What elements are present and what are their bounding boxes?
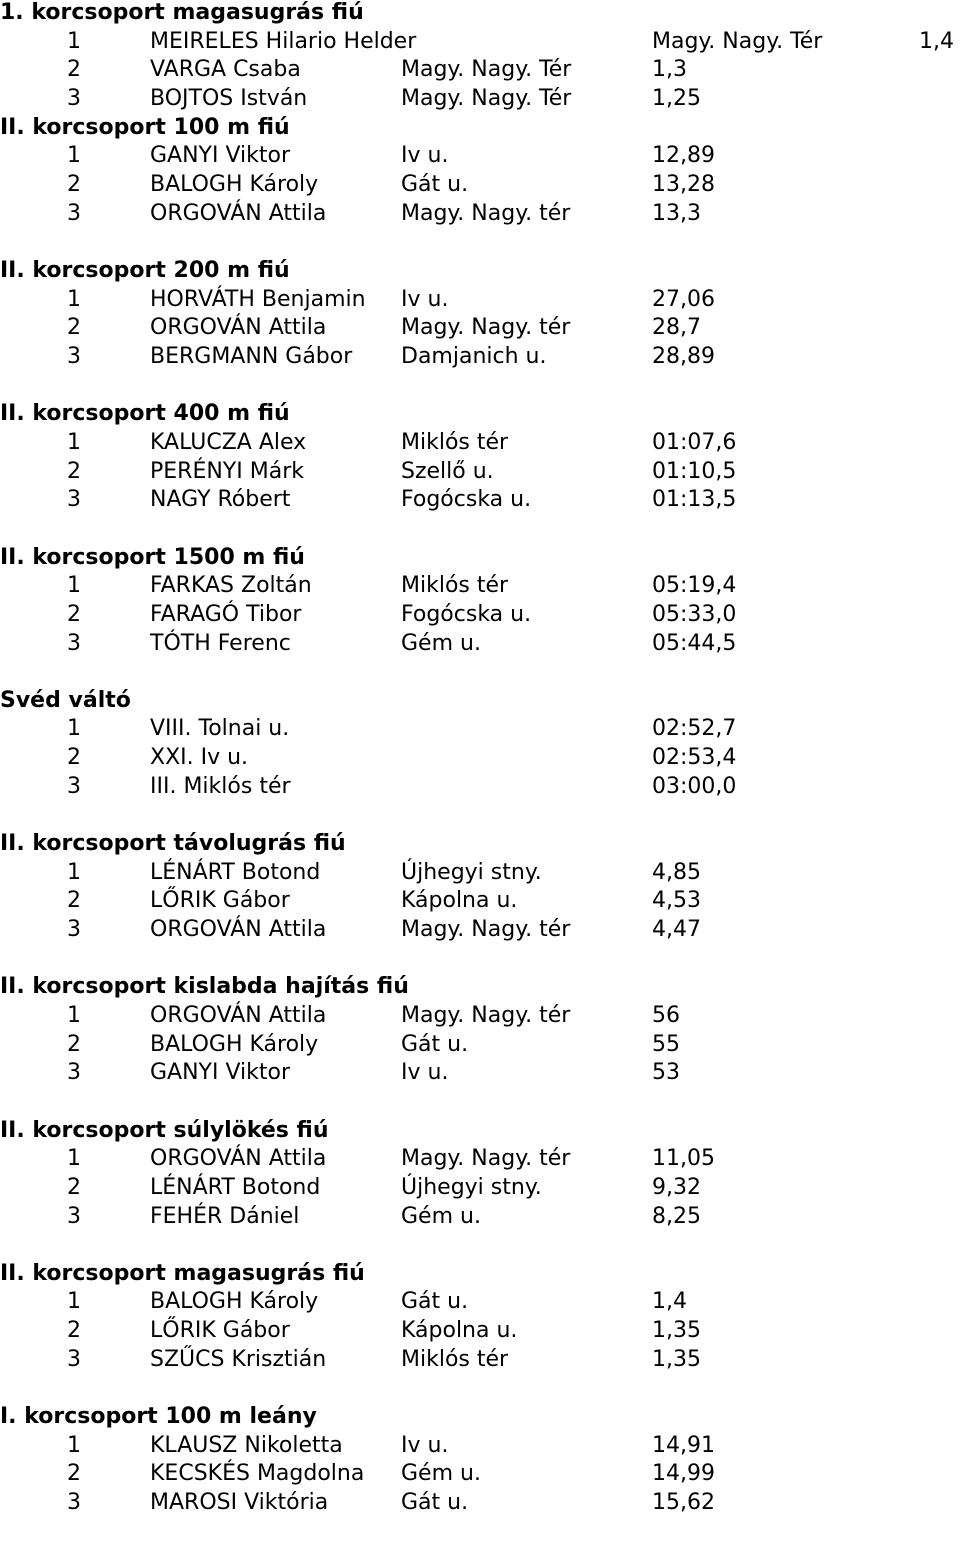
club: Magy. Nagy. tér — [401, 200, 571, 226]
result-row — [0, 630, 960, 659]
result: 13,3 — [652, 200, 701, 226]
result-row — [0, 1203, 960, 1232]
result: 03:00,0 — [652, 773, 737, 799]
result-row — [0, 572, 960, 601]
results-section — [0, 687, 960, 802]
section-title: II. korcsoport távolugrás fiú — [0, 831, 346, 856]
athlete-name: LÉNÁRT Botond — [150, 859, 321, 885]
result: 14,99 — [652, 1461, 715, 1487]
result-row — [0, 200, 960, 229]
club: Damjanich u. — [401, 344, 547, 370]
rank: 2 — [67, 888, 81, 914]
club: Gát u. — [401, 1289, 469, 1315]
athlete-name: XXI. Iv u. — [150, 745, 249, 771]
rank: 2 — [67, 172, 81, 198]
result: 02:53,4 — [652, 745, 737, 771]
result-row — [0, 859, 960, 888]
club: Fogócska u. — [401, 487, 532, 513]
rank: 2 — [67, 458, 81, 484]
section-title: Svéd váltó — [0, 687, 131, 713]
club: Gém u. — [401, 1203, 481, 1229]
club: Gém u. — [401, 1461, 481, 1487]
athlete-name: FEHÉR Dániel — [150, 1203, 300, 1229]
athlete-name: ORGOVÁN Attila — [150, 917, 327, 943]
athlete-name: LŐRIK Gábor — [150, 888, 290, 914]
result: 1,3 — [652, 57, 687, 83]
rank: 2 — [67, 1318, 81, 1344]
athlete-name: ORGOVÁN Attila — [150, 1002, 327, 1028]
result: 4,53 — [652, 888, 701, 914]
result-row — [0, 1174, 960, 1203]
athlete-name: BOJTOS István — [150, 86, 308, 112]
club: Gát u. — [401, 1031, 469, 1057]
rank: 2 — [67, 745, 81, 771]
athlete-name: III. Miklós tér — [150, 773, 291, 799]
result: 05:44,5 — [652, 630, 737, 656]
rank: 2 — [67, 315, 81, 341]
athlete-name: BALOGH Károly — [150, 172, 319, 198]
athlete-name: FARKAS Zoltán — [150, 573, 312, 599]
result-row — [0, 1288, 960, 1317]
club: Magy. Nagy. Tér — [401, 86, 572, 112]
athlete-name: SZŰCS Krisztián — [150, 1346, 327, 1372]
rank: 1 — [67, 143, 81, 169]
result: 4,85 — [652, 859, 701, 885]
result-row — [0, 343, 960, 372]
athlete-name: MAROSI Viktória — [150, 1490, 329, 1516]
result-row — [0, 916, 960, 945]
result: 27,06 — [652, 286, 715, 312]
section-title: II. korcsoport kislabda hajítás fiú — [0, 974, 409, 1000]
section-title: 1. korcsoport magasugrás fiú — [0, 0, 364, 25]
result: 28,89 — [652, 344, 715, 370]
result-row — [0, 85, 960, 114]
rank: 3 — [67, 1203, 81, 1229]
result-row — [0, 1059, 960, 1088]
rank: 2 — [67, 1461, 81, 1487]
rank: 1 — [67, 859, 81, 885]
result-row — [0, 1460, 960, 1489]
club: Szellő u. — [401, 458, 494, 484]
result: 01:10,5 — [652, 458, 737, 484]
athlete-name: TÓTH Ferenc — [150, 630, 291, 656]
athlete-name: FARAGÓ Tibor — [150, 601, 302, 627]
result: 01:13,5 — [652, 487, 737, 513]
results-section — [0, 257, 960, 372]
result-row — [0, 1432, 960, 1461]
rank: 2 — [67, 601, 81, 627]
result-row — [0, 1346, 960, 1375]
rank: 1 — [67, 1002, 81, 1028]
result: 05:19,4 — [652, 573, 737, 599]
club: Gát u. — [401, 1490, 469, 1516]
athlete-name: PERÉNYI Márk — [150, 458, 304, 484]
result-row — [0, 1317, 960, 1346]
club: Miklós tér — [401, 1346, 509, 1372]
rank: 1 — [67, 1289, 81, 1315]
result: 02:52,7 — [652, 716, 737, 742]
result: 53 — [652, 1060, 680, 1086]
athlete-name: BALOGH Károly — [150, 1289, 319, 1315]
result: 1,25 — [652, 86, 701, 112]
club: Újhegyi stny. — [401, 859, 542, 885]
club: Magy. Nagy. tér — [401, 1146, 571, 1172]
rank: 1 — [67, 286, 81, 312]
club: Gát u. — [401, 172, 469, 198]
result-row — [0, 773, 960, 802]
results-section — [0, 1260, 960, 1375]
athlete-name: VARGA Csaba — [150, 57, 301, 83]
result: 9,32 — [652, 1174, 701, 1200]
athlete-name: GANYI Viktor — [150, 143, 291, 169]
section-title: II. korcsoport 400 m fiú — [0, 401, 290, 427]
results-section — [0, 830, 960, 945]
results-section — [0, 114, 960, 229]
result-row — [0, 1489, 960, 1518]
club: Gém u. — [401, 630, 481, 656]
athlete-name: LŐRIK Gábor — [150, 1318, 290, 1344]
club: Magy. Nagy. Tér — [652, 28, 823, 54]
results-section — [0, 544, 960, 659]
club: Iv u. — [401, 1432, 449, 1458]
result-row — [0, 56, 960, 85]
athlete-name: BERGMANN Gábor — [150, 344, 353, 370]
rank: 3 — [67, 1346, 81, 1372]
section-title: II. korcsoport 200 m fiú — [0, 258, 290, 283]
club: Iv u. — [401, 286, 449, 312]
section-title: II. korcsoport 1500 m fiú — [0, 544, 305, 570]
athlete-name: LÉNÁRT Botond — [150, 1174, 321, 1200]
rank: 3 — [67, 630, 81, 656]
rank: 3 — [67, 1490, 81, 1516]
club: Újhegyi stny. — [401, 1174, 542, 1200]
club: Fogócska u. — [401, 601, 532, 627]
rank: 1 — [67, 1432, 81, 1458]
rank: 1 — [67, 1146, 81, 1172]
result: 4,47 — [652, 917, 701, 943]
club: Magy. Nagy. Tér — [401, 57, 572, 83]
result-row — [0, 744, 960, 773]
club: Magy. Nagy. tér — [401, 1002, 571, 1028]
result: 1,35 — [652, 1346, 701, 1372]
athlete-name: KLAUSZ Nikoletta — [150, 1432, 343, 1458]
result: 14,91 — [652, 1432, 715, 1458]
rank: 3 — [67, 1060, 81, 1086]
athlete-name: KECSKÉS Magdolna — [150, 1461, 365, 1487]
rank: 2 — [67, 1031, 81, 1057]
athlete-name: BALOGH Károly — [150, 1031, 319, 1057]
result: 1,4 — [919, 28, 954, 54]
athlete-name: KALUCZA Alex — [150, 429, 307, 455]
club: Magy. Nagy. tér — [401, 917, 571, 943]
club: Iv u. — [401, 1060, 449, 1086]
rank: 1 — [67, 28, 81, 54]
rank: 1 — [67, 573, 81, 599]
result: 05:33,0 — [652, 601, 737, 627]
result: 1,35 — [652, 1318, 701, 1344]
result: 15,62 — [652, 1490, 715, 1516]
section-title: II. korcsoport magasugrás fiú — [0, 1260, 365, 1286]
result: 56 — [652, 1002, 680, 1028]
section-title: II. korcsoport 100 m fiú — [0, 114, 290, 140]
result: 55 — [652, 1031, 680, 1057]
athlete-name: ORGOVÁN Attila — [150, 1146, 327, 1172]
club: Miklós tér — [401, 429, 509, 455]
result: 8,25 — [652, 1203, 701, 1229]
rank: 3 — [67, 487, 81, 513]
result-row — [0, 887, 960, 916]
athlete-name: MEIRELES Hilario Helder — [150, 28, 417, 54]
club: Miklós tér — [401, 573, 509, 599]
athlete-name: ORGOVÁN Attila — [150, 315, 327, 341]
rank: 3 — [67, 200, 81, 226]
result-row — [0, 1002, 960, 1031]
result-row — [0, 601, 960, 630]
result-row — [0, 429, 960, 458]
results-section — [0, 1117, 960, 1232]
results-section — [0, 973, 960, 1088]
result-row — [0, 1031, 960, 1060]
athlete-name: VIII. Tolnai u. — [150, 716, 290, 742]
rank: 1 — [67, 429, 81, 455]
result-row — [0, 458, 960, 487]
rank: 2 — [67, 57, 81, 83]
rank: 3 — [67, 773, 81, 799]
rank: 2 — [67, 1174, 81, 1200]
section-title: I. korcsoport 100 m leány — [0, 1404, 317, 1429]
result: 1,4 — [652, 1289, 687, 1315]
club: Kápolna u. — [401, 888, 518, 914]
results-section — [0, 400, 960, 515]
result: 11,05 — [652, 1146, 715, 1172]
results-section — [0, 0, 960, 114]
result-row — [0, 314, 960, 343]
athlete-name: GANYI Viktor — [150, 1060, 291, 1086]
section-title: II. korcsoport súlylökés fiú — [0, 1117, 329, 1143]
result-row — [0, 1145, 960, 1174]
rank: 3 — [67, 344, 81, 370]
result-row — [0, 28, 960, 57]
result-row — [0, 715, 960, 744]
club: Magy. Nagy. tér — [401, 315, 571, 341]
result-row — [0, 142, 960, 171]
rank: 3 — [67, 86, 81, 112]
result: 13,28 — [652, 172, 715, 198]
result-row — [0, 486, 960, 515]
athlete-name: HORVÁTH Benjamin — [150, 286, 366, 312]
result-row — [0, 286, 960, 315]
athlete-name: ORGOVÁN Attila — [150, 200, 327, 226]
result: 01:07,6 — [652, 429, 737, 455]
result: 12,89 — [652, 143, 715, 169]
result-row — [0, 171, 960, 200]
athlete-name: NAGY Róbert — [150, 487, 291, 513]
rank: 1 — [67, 716, 81, 742]
club: Kápolna u. — [401, 1318, 518, 1344]
result: 28,7 — [652, 315, 701, 341]
club: Iv u. — [401, 143, 449, 169]
results-section — [0, 1403, 960, 1518]
rank: 3 — [67, 917, 81, 943]
